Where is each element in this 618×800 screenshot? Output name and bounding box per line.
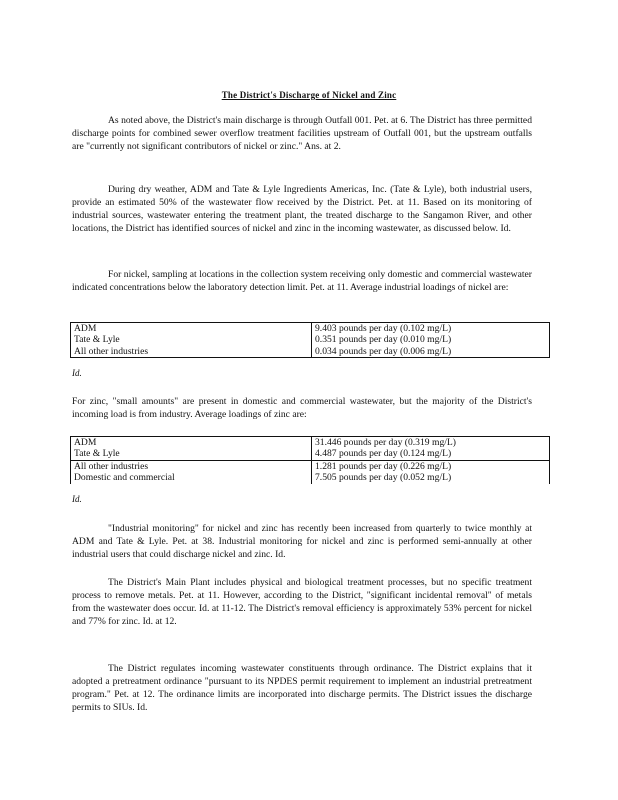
paragraph-ordinance: [72, 662, 532, 714]
table-row: [71, 448, 550, 460]
table-row: [71, 346, 550, 358]
paragraph-industrial-users: [72, 183, 532, 235]
paragraph-industrial-users-text: During dry weather, ADM and Tate & Lyle Ingredients Americas, Inc. (Tate & Lyle), both industrial users, provide an estimated 50% of the wastewater flow received by the District. Pet. at 11. Based on its monitoring of industrial sources, wastewater entering the treatment plant, the treated discharge to the Sangamon River, and other locations, the District has identified sources of nickel and zinc in the incoming wastewater, as discussed below. Id.: [72, 184, 532, 234]
zinc-source-cell: Tate & Lyle: [71, 448, 312, 460]
zinc-load-cell: 7.505 pounds per day (0.052 mg/L): [312, 472, 550, 483]
nickel-load-cell: 9.403 pounds per day (0.102 mg/L): [312, 323, 550, 335]
paragraph-treatment-text: The District's Main Plant includes physical and biological treatment processes, but no specific treatment process to remove metals. Pet. at 11. However, according to the District, "significant incidental removal" of metals from the wastewater does occur. Id. at 11-12. The District's removal efficiency is approximately 53% percent for nickel and 77% for zinc. Id. at 12.: [72, 577, 532, 627]
paragraph-nickel-sampling: [72, 268, 532, 294]
section-title: The District's Discharge of Nickel and Zinc: [221, 90, 397, 100]
nickel-loadings-table: [70, 322, 550, 358]
paragraph-outfall-text: As noted above, the District's main discharge is through Outfall 001. Pet. at 6. The District has three permitted discharge points for combined sewer overflow treatment facilities upstream of Outfall 001, but the upstream outfalls are "currently not significant contributors of nickel or zinc." Ans. at 2.: [72, 115, 532, 152]
nickel-load-cell: 0.034 pounds per day (0.006 mg/L): [312, 346, 550, 358]
paragraph-monitoring-text: "Industrial monitoring" for nickel and zinc has recently been increased from quarterly to twice monthly at ADM and Tate & Lyle. Pet. at 38. Industrial monitoring for nickel and zinc is performed semi-annually at other industrial users that could discharge nickel and zinc. Id.: [72, 523, 532, 560]
nickel-source-cell: All other industries: [71, 346, 312, 358]
table-row: [71, 472, 550, 483]
nickel-source-cell: ADM: [71, 323, 312, 335]
paragraph-monitoring: [72, 522, 532, 561]
table-row: [71, 323, 550, 335]
nickel-load-cell: 0.351 pounds per day (0.010 mg/L): [312, 334, 550, 345]
zinc-loadings-table: [70, 436, 550, 484]
zinc-source-cell: All other industries: [71, 460, 312, 472]
zinc-load-cell: 4.487 pounds per day (0.124 mg/L): [312, 448, 550, 460]
paragraph-outfall: [72, 114, 532, 153]
paragraph-nickel-sampling-text: For nickel, sampling at locations in the collection system receiving only domestic and commercial wastewater indicated concentrations below the laboratory detection limit. Pet. at 11. Average industrial loadings of nickel are:: [72, 269, 532, 293]
paragraph-ordinance-text: The District regulates incoming wastewater constituents through ordinance. The District explains that it adopted a pretreatment ordinance "pursuant to its NPDES permit requirement to implement an industrial pretreatment program." Pet. at 12. The ordinance limits are incorporated into discharge permits. The District issues the discharge permits to SIUs. Id.: [72, 663, 532, 713]
table-row: [71, 334, 550, 345]
zinc-load-cell: 31.446 pounds per day (0.319 mg/L): [312, 437, 550, 449]
paragraph-treatment: [72, 576, 532, 628]
table-row: [71, 460, 550, 472]
zinc-load-cell: 1.281 pounds per day (0.226 mg/L): [312, 460, 550, 472]
table-row: [71, 437, 550, 449]
zinc-source-cell: ADM: [71, 437, 312, 449]
zinc-table-citation: Id.: [72, 494, 82, 504]
nickel-source-cell: Tate & Lyle: [71, 334, 312, 345]
paragraph-zinc-text: For zinc, "small amounts" are present in domestic and commercial wastewater, but the majority of the District's incoming load is from industry. Average loadings of zinc are:: [72, 396, 532, 420]
nickel-table-citation: Id.: [72, 368, 82, 378]
paragraph-zinc: [72, 395, 532, 421]
zinc-source-cell: Domestic and commercial: [71, 472, 312, 483]
